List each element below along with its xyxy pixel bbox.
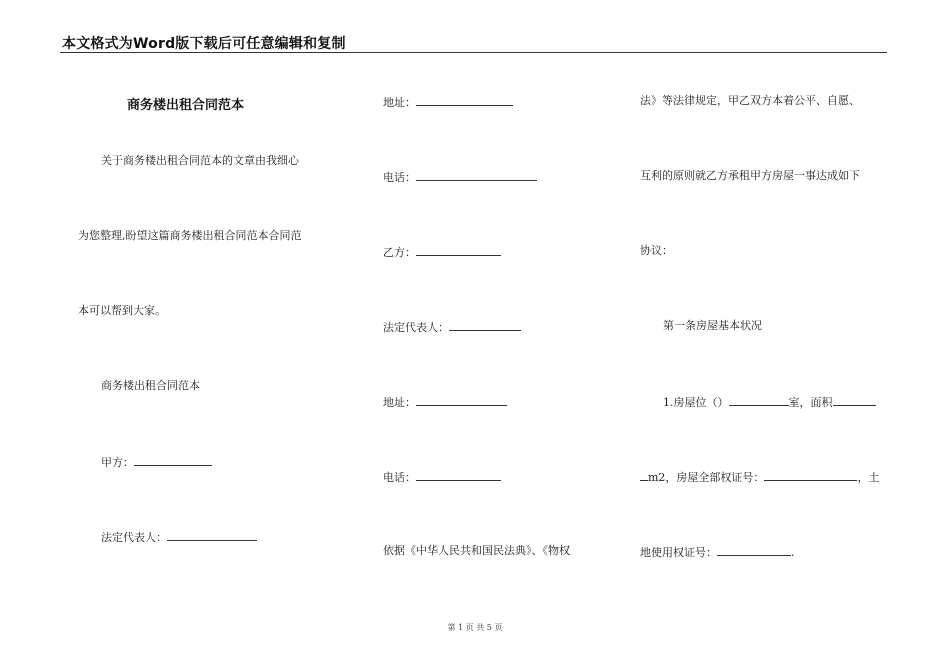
property-cert-blank[interactable] [764, 469, 857, 481]
address-a-blank[interactable] [416, 94, 513, 106]
address-b-label: 地址： [383, 396, 416, 409]
property-cert-label: m2，房屋全部权证号： [648, 471, 765, 484]
item-1-line-2 [640, 469, 879, 485]
address-a-label: 地址： [383, 96, 416, 109]
document-header: 本文格式为Word版下载后可任意编辑和复制 [62, 36, 346, 52]
land-cert-blank[interactable] [717, 544, 791, 556]
legal-basis-line: 依据《中华人民共和国民法典》、《物权 [383, 544, 570, 557]
item-1-line-1 [663, 394, 876, 410]
land-cert-label: 地使用权证号： [640, 546, 717, 559]
phone-b-blank[interactable] [416, 469, 501, 481]
header-divider [60, 52, 887, 53]
document-title: 商务楼出租合同范本 [127, 98, 245, 113]
legal-rep-a-blank[interactable] [167, 529, 257, 541]
phone-a-line [383, 169, 537, 185]
party-a-line [101, 454, 212, 470]
law-line-1: 法》等法律规定，甲乙双方本着公平、自愿、 [640, 94, 860, 107]
legal-rep-b-label: 法定代表人： [383, 321, 449, 334]
law-line-3: 协议： [640, 244, 673, 257]
end-period: . [791, 546, 795, 559]
phone-a-label: 电话： [383, 171, 416, 184]
phone-b-line [383, 469, 501, 485]
intro-line-1: 关于商务楼出租合同范本的文章由我细心 [101, 154, 299, 167]
item-1-line-3 [640, 544, 795, 560]
address-b-line [383, 394, 507, 410]
page-number: 第 1 页 共 5 页 [447, 623, 503, 632]
party-a-label: 甲方： [101, 456, 134, 469]
address-a-line [383, 94, 513, 110]
law-line-2: 互利的原则就乙方承租甲方房屋一事达成如下 [640, 169, 860, 182]
legal-rep-b-line [383, 319, 521, 335]
intro-line-2: 为您整理,盼望这篇商务楼出租合同范本合同范 [78, 229, 302, 242]
contract-subtitle: 商务楼出租合同范本 [101, 379, 200, 392]
room-blank[interactable] [729, 394, 789, 406]
party-a-blank[interactable] [134, 454, 212, 466]
legal-rep-a-line [101, 529, 257, 545]
address-b-blank[interactable] [416, 394, 507, 406]
phone-a-blank[interactable] [416, 169, 537, 181]
party-b-blank[interactable] [416, 244, 501, 256]
party-b-label: 乙方： [383, 246, 416, 259]
area-blank[interactable] [833, 394, 876, 406]
room-area-label: 室，面积 [788, 396, 833, 409]
land-prefix: ，土 [857, 471, 880, 484]
party-b-line [383, 244, 501, 260]
legal-rep-b-blank[interactable] [449, 319, 521, 331]
area-blank-continued[interactable] [640, 469, 648, 481]
intro-line-3: 本可以帮到大家。 [78, 304, 166, 317]
house-location-label: 1.房屋位（） [663, 396, 729, 409]
legal-rep-a-label: 法定代表人： [101, 531, 167, 544]
phone-b-label: 电话： [383, 471, 416, 484]
article-1-heading: 第一条房屋基本状况 [663, 319, 762, 332]
